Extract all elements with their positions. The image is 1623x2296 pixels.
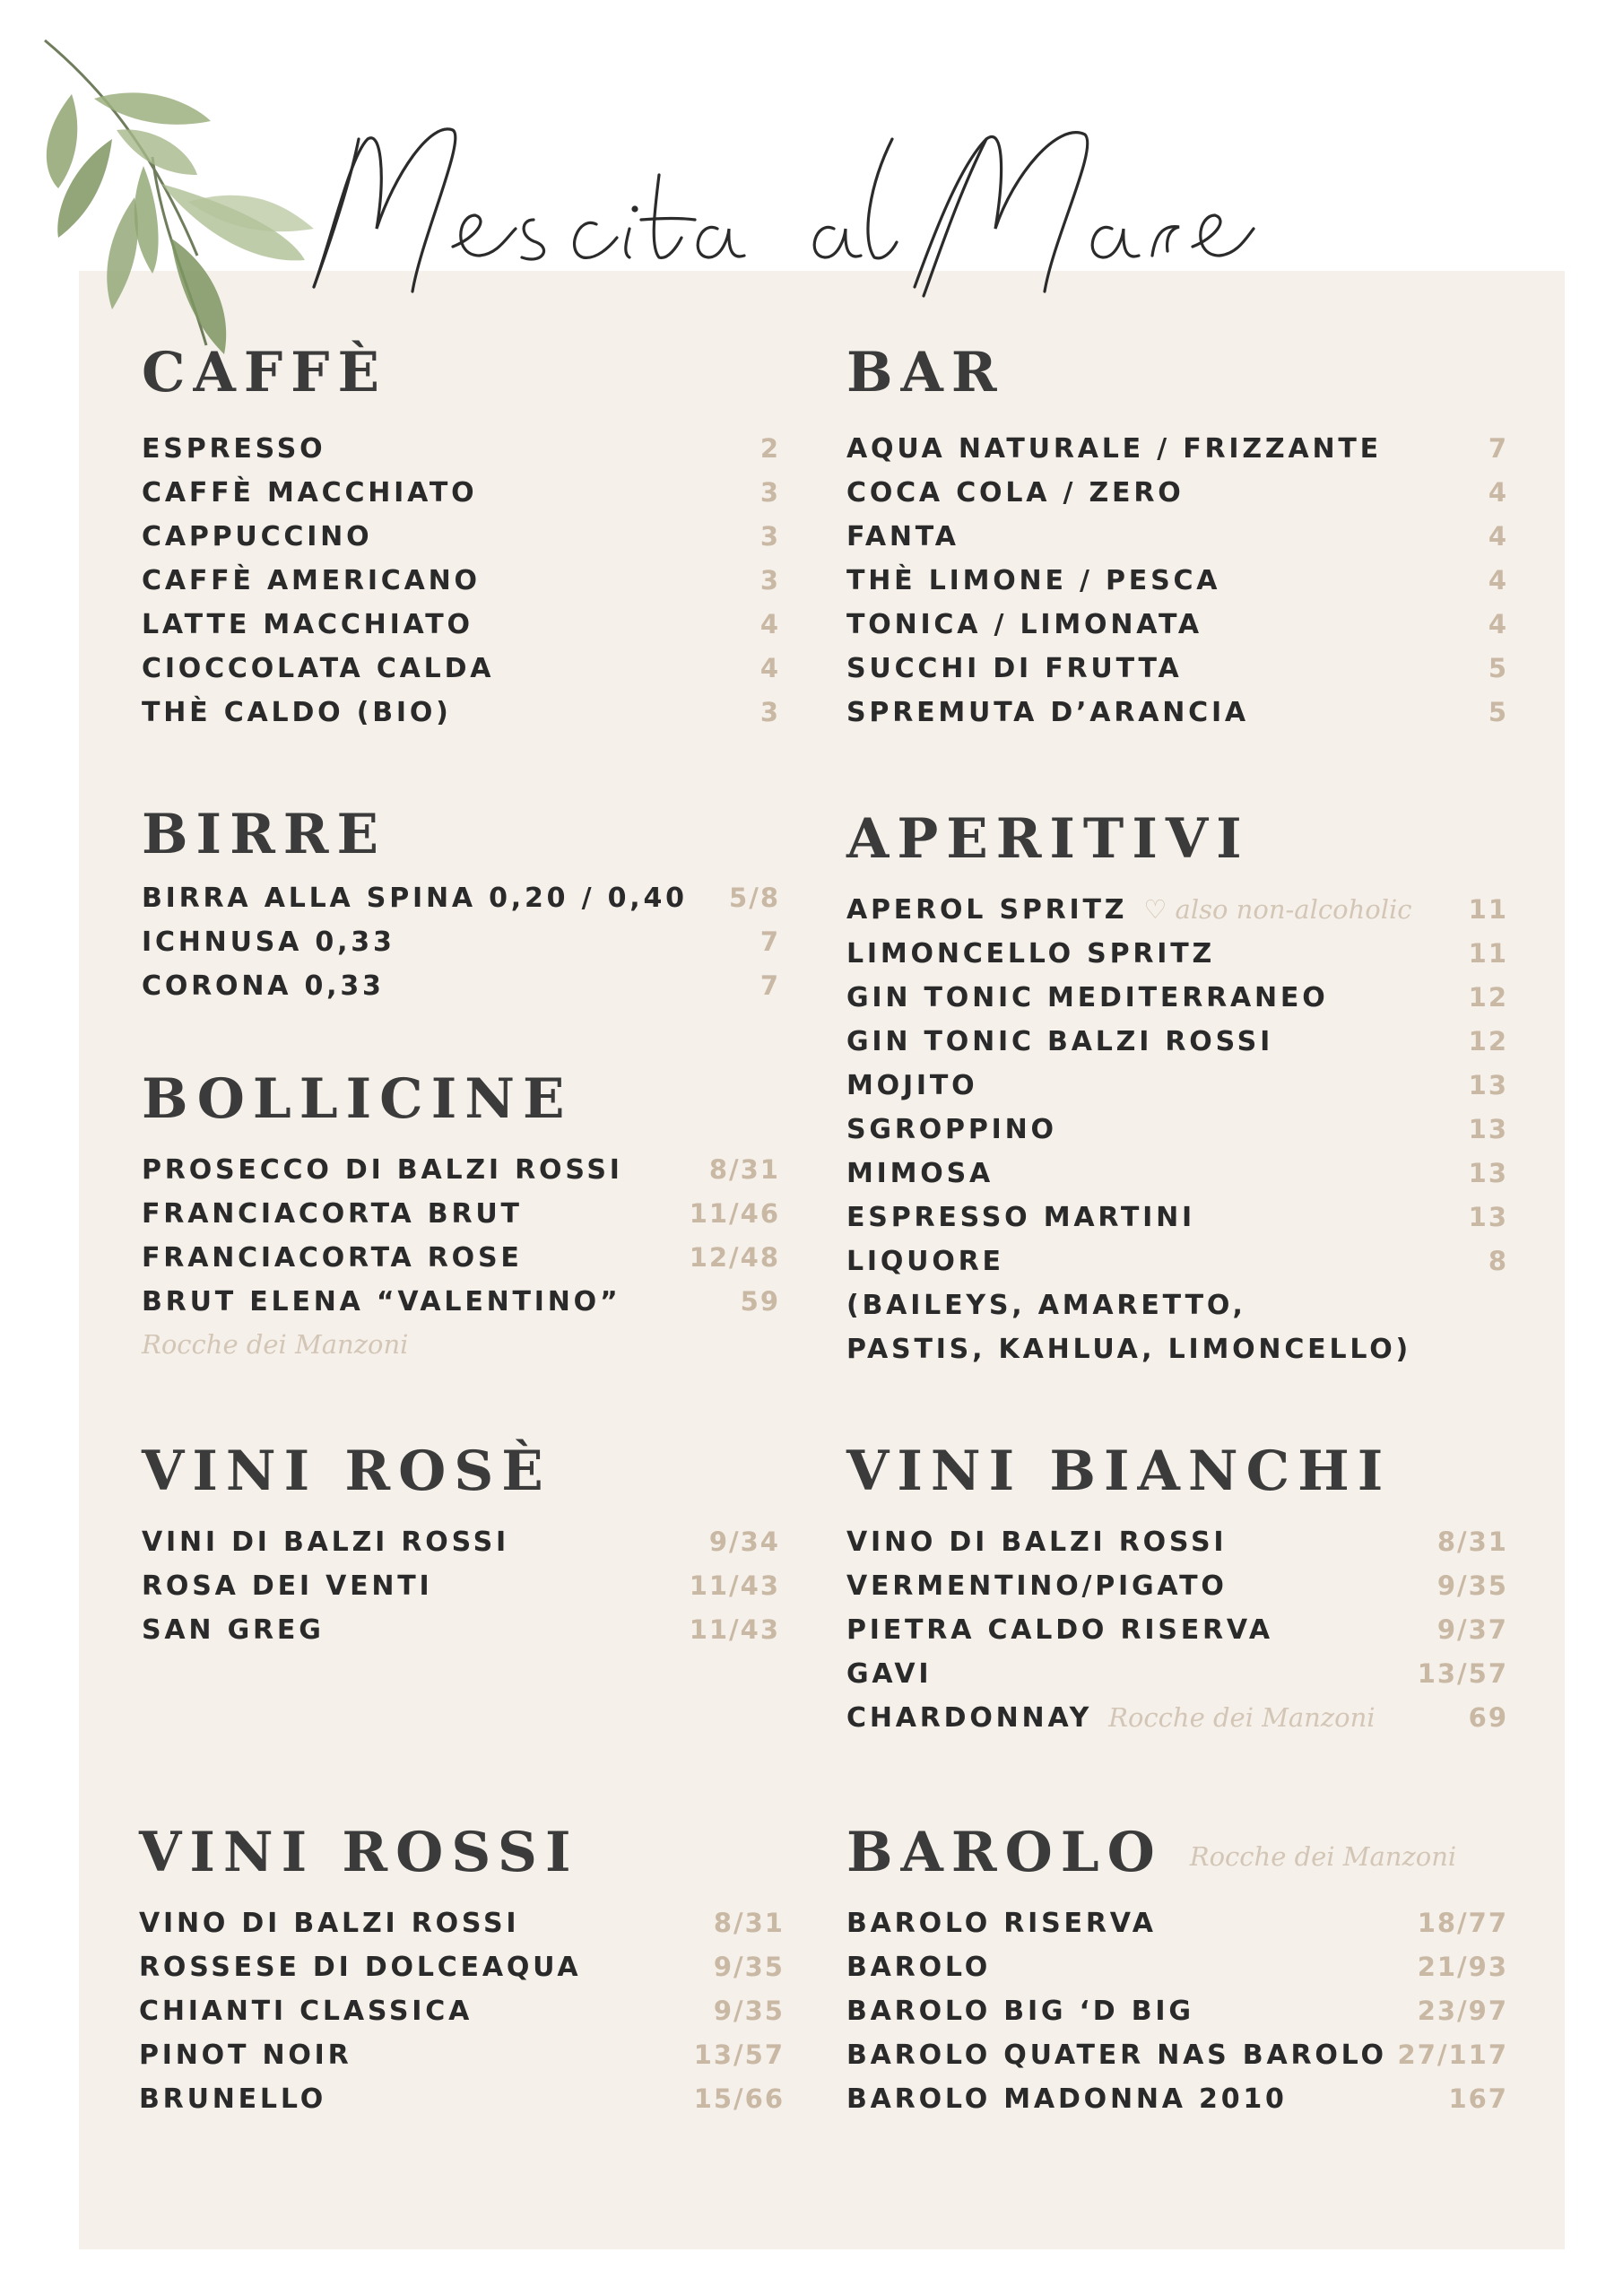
menu-item: TONICA / LIMONATA 4 (846, 609, 1508, 640)
bar-list (846, 427, 1508, 735)
menu-item: FRANCIACORTA BRUT 11/46 (142, 1198, 780, 1230)
menu-item: GIN TONIC BALZI ROSSI 12 (846, 1026, 1508, 1057)
barolo-list (846, 1901, 1508, 2121)
non-alcoholic-note: ♡ also non-alcoholic (1143, 894, 1412, 925)
menu-item: FANTA 4 (846, 521, 1508, 552)
menu-item: CHARDONNAY Rocche dei Manzoni 69 (846, 1702, 1508, 1734)
heading-vini-rossi: VINI ROSSI (139, 1821, 579, 1884)
restaurant-logo-script (296, 103, 1318, 305)
bollicine-list (142, 1148, 780, 1324)
menu-item: VINI DI BALZI ROSSI 9/34 (142, 1526, 780, 1558)
menu-item: APEROL SPRITZ ♡ also non-alcoholic 11 (846, 894, 1508, 926)
menu-item: MOJITO 13 (846, 1070, 1508, 1101)
producer-note: Rocche dei Manzoni (1189, 1840, 1457, 1872)
menu-item: VERMENTINO/PIGATO 9/35 (846, 1570, 1508, 1602)
menu-item: CAFFÈ MACCHIATO 3 (142, 477, 780, 509)
menu-item: PROSECCO DI BALZI ROSSI 8/31 (142, 1154, 780, 1186)
menu-item: BRUT ELENA “VALENTINO” 59 (142, 1286, 780, 1318)
heading-vini-rose: VINI ROSÈ (142, 1439, 551, 1503)
menu-item: ESPRESSO MARTINI 13 (846, 1202, 1508, 1233)
menu-item: FRANCIACORTA ROSE 12/48 (142, 1242, 780, 1274)
menu-item: ROSSESE DI DOLCEAQUA 9/35 (139, 1952, 785, 1983)
menu-item: ROSA DEI VENTI 11/43 (142, 1570, 780, 1602)
menu-item: AQUA NATURALE / FRIZZANTE 7 (846, 433, 1508, 465)
menu-item: BAROLO 21/93 (846, 1952, 1508, 1983)
menu-item: BAROLO RISERVA 18/77 (846, 1908, 1508, 1939)
menu-item: GIN TONIC MEDITERRANEO 12 (846, 982, 1508, 1013)
heading-aperitivi: APERITIVI (846, 807, 1250, 871)
menu-item: BIRRA ALLA SPINA 0,20 / 0,40 5/8 (142, 883, 780, 914)
menu-item: THÈ CALDO (BIO) 3 (142, 697, 780, 728)
menu-item: PASTIS, KAHLUA, LIMONCELLO) (846, 1334, 1412, 1365)
heading-vini-bianchi: VINI BIANCHI (846, 1439, 1392, 1503)
olive-branch-illustration (18, 31, 323, 363)
menu-item: BAROLO BIG ‘D BIG 23/97 (846, 1996, 1508, 2027)
menu-item: BRUNELLO 15/66 (139, 2083, 785, 2115)
heading-caffe: CAFFÈ (142, 341, 387, 404)
menu-item: LATTE MACCHIATO 4 (142, 609, 780, 640)
menu-item: (BAILEYS, AMARETTO, (846, 1290, 1246, 1321)
menu-item: SUCCHI DI FRUTTA 5 (846, 653, 1508, 684)
menu-item: SGROPPINO 13 (846, 1114, 1508, 1145)
menu-item: COCA COLA / ZERO 4 (846, 477, 1508, 509)
menu-item: ESPRESSO 2 (142, 433, 780, 465)
menu-item: SAN GREG 11/43 (142, 1614, 780, 1646)
menu-item: BAROLO QUATER NAS BAROLO 27/117 (846, 2039, 1508, 2071)
vini-bianchi-list (846, 1520, 1508, 1740)
heading-bar: BAR (846, 341, 1005, 404)
menu-item: CAFFÈ AMERICANO 3 (142, 565, 780, 596)
menu-item: SPREMUTA D’ARANCIA 5 (846, 697, 1508, 728)
birre-list (142, 876, 780, 1008)
menu-item: PINOT NOIR 13/57 (139, 2039, 785, 2071)
menu-item: BAROLO MADONNA 2010 167 (846, 2083, 1508, 2115)
menu-item: VINO DI BALZI ROSSI 8/31 (139, 1908, 785, 1939)
menu-item: CAPPUCCINO 3 (142, 521, 780, 552)
menu-item: VINO DI BALZI ROSSI 8/31 (846, 1526, 1508, 1558)
aperitivi-list (846, 888, 1508, 1371)
menu-item: GAVI 13/57 (846, 1658, 1508, 1690)
producer-note: Rocche dei Manzoni (142, 1329, 409, 1360)
menu-item: PIETRA CALDO RISERVA 9/37 (846, 1614, 1508, 1646)
menu-item: CORONA 0,33 7 (142, 970, 780, 1002)
heading-barolo: BAROLO Rocche dei Manzoni (846, 1821, 1457, 1884)
producer-note: Rocche dei Manzoni (1108, 1702, 1376, 1733)
heading-bollicine: BOLLICINE (142, 1067, 573, 1131)
caffe-list (142, 427, 780, 735)
vini-rossi-list (139, 1901, 785, 2121)
menu-item: MIMOSA 13 (846, 1158, 1508, 1189)
menu-item: LIMONCELLO SPRITZ 11 (846, 938, 1508, 970)
vini-rose-list (142, 1520, 780, 1652)
menu-item: THÈ LIMONE / PESCA 4 (846, 565, 1508, 596)
menu-item: ICHNUSA 0,33 7 (142, 926, 780, 958)
menu-item: LIQUORE 8 (846, 1246, 1508, 1277)
menu-item: CHIANTI CLASSICA 9/35 (139, 1996, 785, 2027)
heading-birre: BIRRE (142, 803, 386, 866)
menu-item: CIOCCOLATA CALDA 4 (142, 653, 780, 684)
